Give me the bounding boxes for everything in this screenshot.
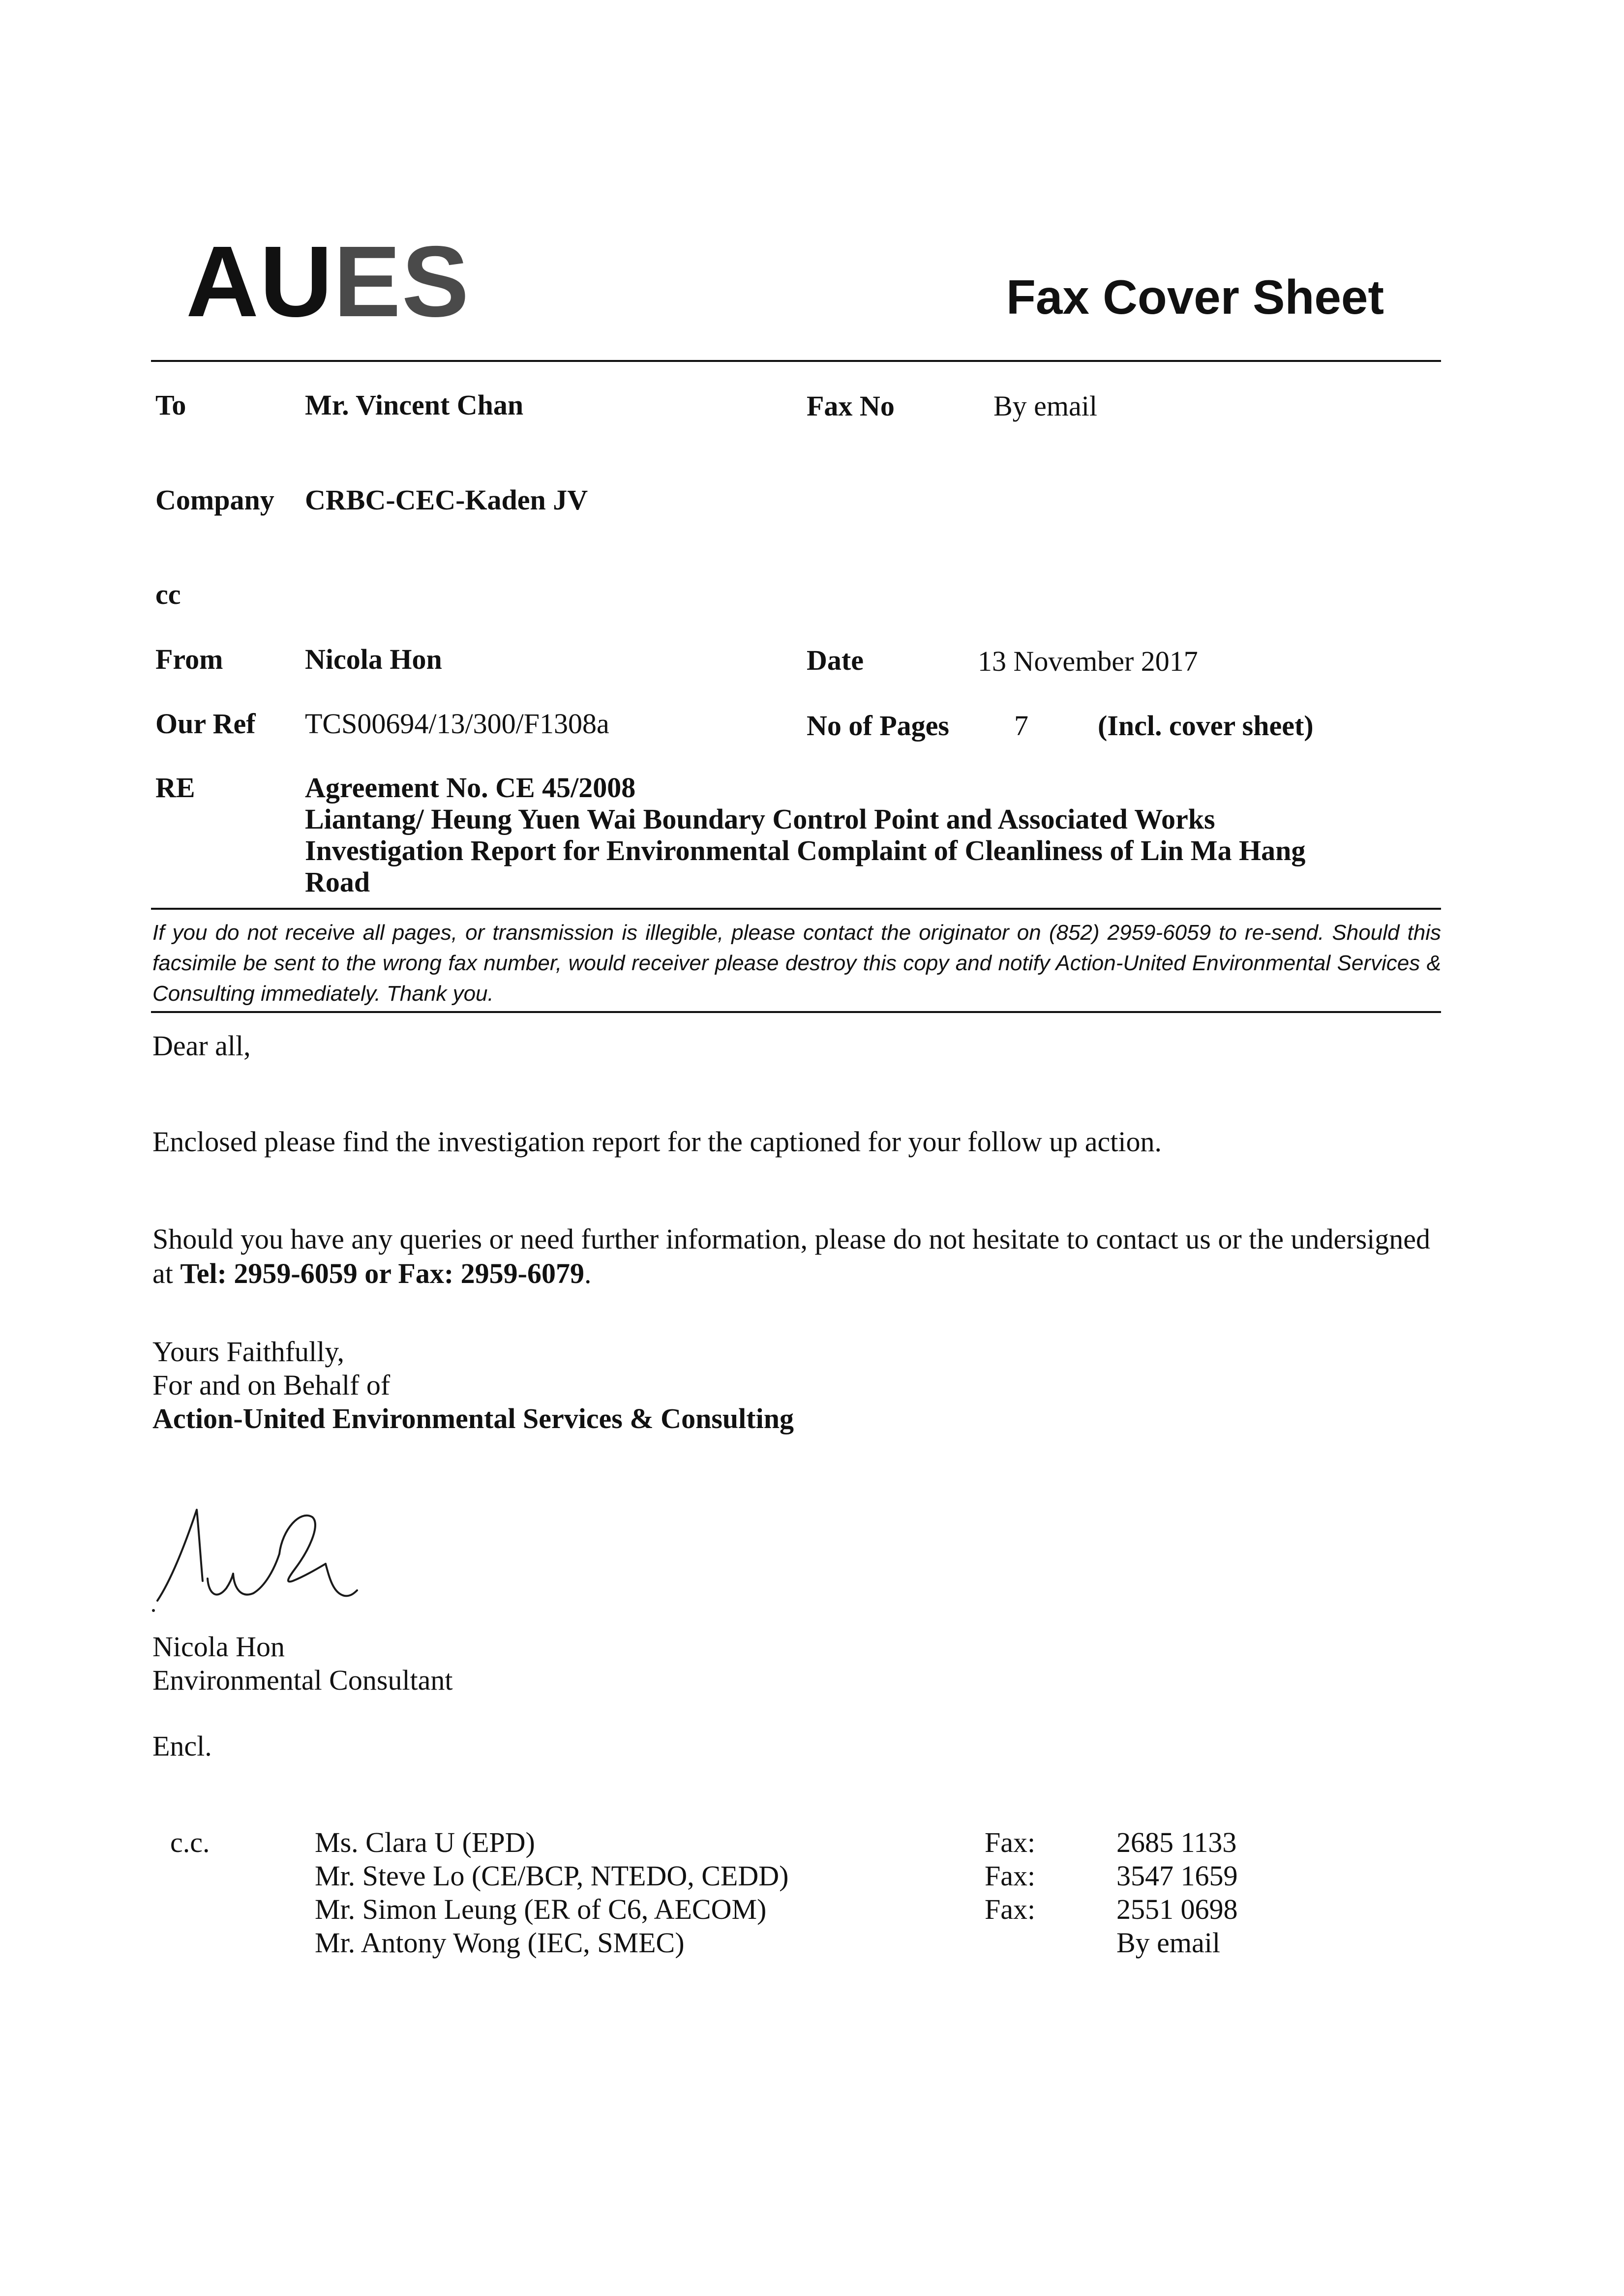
- re-line: Road: [305, 866, 370, 898]
- cc-fax-number: By email: [1116, 1927, 1221, 1959]
- pages-label: No of Pages: [807, 710, 949, 742]
- cc-fax-number: 2551 0698: [1116, 1893, 1238, 1925]
- faxno-label: Fax No: [807, 390, 895, 422]
- cc-name: Mr. Antony Wong (IEC, SMEC): [315, 1927, 685, 1959]
- sender-company: Action-United Environmental Services & Consulting: [152, 1402, 794, 1434]
- cc-name: Mr. Steve Lo (CE/BCP, NTEDO, CEDD): [315, 1860, 789, 1892]
- closing-line-1: Yours Faithfully,: [152, 1336, 344, 1368]
- disclaimer-top-divider: [151, 908, 1441, 910]
- cc-fax-label: Fax:: [985, 1860, 1036, 1892]
- greeting: Dear all,: [152, 1030, 251, 1062]
- closing-line-2: For and on Behalf of: [152, 1369, 391, 1401]
- body-paragraph-2: [152, 1222, 1441, 1291]
- re-line: Investigation Report for Environmental Complaint of Cleanliness of Lin Ma Hang: [305, 835, 1306, 866]
- para2-text: Should you have any queries or need further information, please do not hesitate to contact us or the undersigned at: [152, 1223, 1430, 1289]
- cc-label: cc: [155, 578, 181, 610]
- cc-fax-label: Fax:: [985, 1826, 1036, 1858]
- cc-name: Mr. Simon Leung (ER of C6, AECOM): [315, 1893, 767, 1925]
- enclosure-note: Encl.: [152, 1730, 212, 1762]
- date-value: 13 November 2017: [978, 645, 1198, 677]
- re-line: Agreement No. CE 45/2008: [305, 772, 636, 804]
- cc-fax-number: 2685 1133: [1116, 1826, 1237, 1858]
- pages-value: 7: [1014, 710, 1028, 742]
- para2-end: .: [584, 1257, 592, 1289]
- disclaimer-text: If you do not receive all pages, or transmission is illegible, please contact the originator on (852) 2959-6059 to re-send. Should this facsimile be sent to the wrong fax number, would receiver please destroy this copy and notify Action-United Environmental Services & Consulting immediately. Thank you.: [152, 921, 1441, 1006]
- header-divider: [151, 360, 1441, 362]
- logo-text-part-a: AU: [186, 225, 334, 338]
- logo-text-part-b: ES: [333, 225, 470, 338]
- contact-numbers: Tel: 2959-6059 or Fax: 2959-6079: [180, 1257, 584, 1289]
- re-subject: [305, 772, 1305, 898]
- page-title: Fax Cover Sheet: [1006, 270, 1384, 324]
- signature-image: [148, 1495, 374, 1623]
- re-label: RE: [155, 772, 195, 804]
- cc-fax-number: 3547 1659: [1116, 1860, 1238, 1892]
- to-value: Mr. Vincent Chan: [305, 389, 524, 421]
- from-value: Nicola Hon: [305, 643, 442, 675]
- disclaimer-bottom-divider: [151, 1011, 1441, 1013]
- cc-name: Ms. Clara U (EPD): [315, 1826, 535, 1858]
- faxno-value: By email: [993, 390, 1098, 422]
- company-logo: [186, 225, 470, 338]
- pages-note: (Incl. cover sheet): [1098, 710, 1314, 742]
- re-line: Liantang/ Heung Yuen Wai Boundary Control Point and Associated Works: [305, 803, 1215, 835]
- body-paragraph-1: Enclosed please find the investigation report for the captioned for your follow up action.: [152, 1126, 1162, 1158]
- ourref-label: Our Ref: [155, 708, 256, 740]
- ourref-value: TCS00694/13/300/F1308a: [305, 708, 609, 740]
- from-label: From: [155, 643, 223, 675]
- date-label: Date: [807, 644, 864, 676]
- company-label: Company: [155, 484, 274, 516]
- signatory-name: Nicola Hon: [152, 1631, 285, 1663]
- signatory-title: Environmental Consultant: [152, 1664, 453, 1696]
- to-label: To: [155, 389, 186, 421]
- cc-list-label: c.c.: [170, 1826, 210, 1858]
- cc-fax-label: Fax:: [985, 1893, 1036, 1925]
- company-value: CRBC-CEC-Kaden JV: [305, 484, 588, 516]
